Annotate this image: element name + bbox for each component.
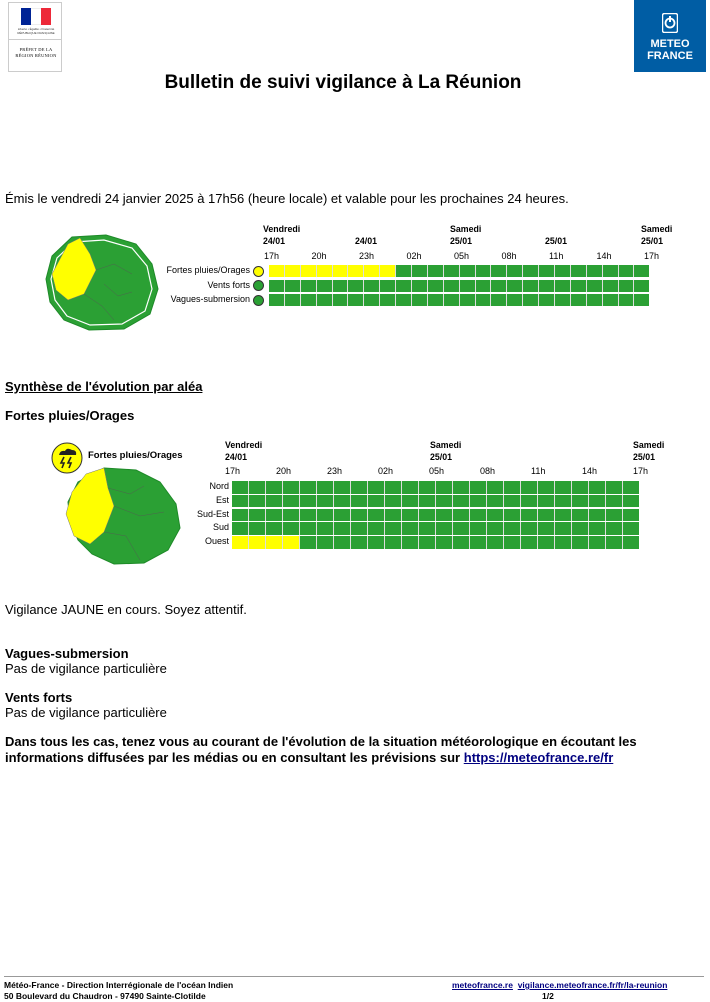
timeline-cell [538, 509, 554, 522]
pluies-zone-label: Sud-Est [196, 508, 229, 519]
timeline-cell [538, 481, 554, 494]
timeline-cell [364, 280, 379, 292]
overview-time-tick: 14h [596, 251, 612, 261]
timeline-cell [412, 294, 427, 306]
pluies-time-tick: 05h [429, 466, 445, 476]
timeline-cell [402, 495, 418, 508]
pluies-time-tick: 17h [225, 466, 241, 476]
timeline-cell [283, 481, 299, 494]
timeline-cell [283, 509, 299, 522]
timeline-cell [428, 294, 443, 306]
timeline-cell [453, 495, 469, 508]
timeline-cell [572, 481, 588, 494]
timeline-cell [507, 280, 522, 292]
timeline-cell [436, 495, 452, 508]
timeline-cell [523, 280, 538, 292]
timeline-cell [334, 522, 350, 535]
timeline-cell [476, 294, 491, 306]
timeline-cell [444, 294, 459, 306]
overview-row-label: Fortes pluies/Orages [166, 265, 250, 275]
timeline-cell [419, 495, 435, 508]
timeline-cell [460, 294, 475, 306]
overview-timeline-row [269, 280, 649, 292]
timeline-cell [317, 481, 333, 494]
timeline-cell [523, 294, 538, 306]
timeline-cell [436, 536, 452, 549]
timeline-cell [428, 280, 443, 292]
timeline-cell [619, 294, 634, 306]
timeline-cell [606, 481, 622, 494]
timeline-cell [460, 280, 475, 292]
timeline-cell [603, 265, 618, 277]
timeline-cell [285, 265, 300, 277]
french-flag-icon [21, 8, 51, 25]
timeline-cell [470, 509, 486, 522]
timeline-cell [487, 509, 503, 522]
overview-timeline-row [269, 294, 649, 306]
pluies-icon-label: Fortes pluies/Orages [88, 450, 183, 461]
timeline-cell [351, 481, 367, 494]
timeline-cell [402, 536, 418, 549]
timeline-cell [348, 280, 363, 292]
timeline-cell [538, 495, 554, 508]
timeline-cell [538, 522, 554, 535]
timeline-cell [521, 536, 537, 549]
timeline-cell [634, 280, 649, 292]
timeline-cell [603, 294, 618, 306]
timeline-cell [444, 265, 459, 277]
overview-row-label: Vents forts [207, 279, 250, 290]
pluies-time-tick: 20h [276, 466, 292, 476]
timeline-cell [453, 522, 469, 535]
timeline-cell [300, 536, 316, 549]
timeline-cell [539, 280, 554, 292]
intro-text: Émis le vendredi 24 janvier 2025 à 17h56 (heure locale) et valable pour les prochaines 24 heures. [5, 191, 569, 206]
timeline-cell [572, 495, 588, 508]
timeline-cell [283, 522, 299, 535]
timeline-cell [385, 536, 401, 549]
timeline-cell [470, 481, 486, 494]
timeline-cell [317, 522, 333, 535]
pluies-day-date: 25/01 [633, 452, 656, 462]
timeline-cell [317, 509, 333, 522]
overview-time-tick: 17h [644, 251, 660, 261]
timeline-cell [419, 522, 435, 535]
pluies-timeline-row [232, 536, 639, 549]
timeline-cell [555, 509, 571, 522]
timeline-cell [606, 522, 622, 535]
timeline-cell [444, 280, 459, 292]
timeline-cell [619, 280, 634, 292]
overview-time-tick: 20h [311, 251, 327, 261]
timeline-cell [555, 495, 571, 508]
overview-day-header: Vendredi [263, 224, 301, 234]
timeline-cell [402, 509, 418, 522]
wave-icon [253, 295, 264, 306]
timeline-cell [351, 536, 367, 549]
timeline-cell [589, 536, 605, 549]
timeline-cell [333, 280, 348, 292]
timeline-cell [504, 522, 520, 535]
synthese-heading: Synthèse de l'évolution par aléa [5, 379, 203, 394]
timeline-cell [351, 495, 367, 508]
timeline-cell [470, 522, 486, 535]
timeline-cell [572, 536, 588, 549]
timeline-cell [317, 536, 333, 549]
overview-day-header: Samedi [450, 224, 482, 234]
overview-day-date: 24/01 [263, 236, 286, 246]
pluies-time-tick: 17h [633, 466, 649, 476]
timeline-cell [334, 495, 350, 508]
timeline-cell [491, 265, 506, 277]
timeline-cell [266, 509, 282, 522]
timeline-cell [368, 536, 384, 549]
pluies-day-date: 25/01 [430, 452, 453, 462]
timeline-cell [521, 481, 537, 494]
timeline-cell [412, 280, 427, 292]
pluies-zone-label: Nord [209, 481, 229, 491]
timeline-cell [419, 509, 435, 522]
timeline-cell [412, 265, 427, 277]
page-number: 1/2 [542, 991, 554, 1001]
pluies-zone-label: Sud [212, 522, 229, 533]
mf-brand-line2: FRANCE [647, 50, 693, 62]
timeline-cell [606, 536, 622, 549]
overview-day-date: 25/01 [641, 236, 664, 246]
timeline-cell [587, 294, 602, 306]
vents-title: Vents forts [5, 690, 73, 705]
footer [4, 976, 704, 1002]
meteo-france-logo [634, 0, 706, 72]
timeline-cell [333, 294, 348, 306]
timeline-cell [504, 495, 520, 508]
overview-time-tick: 08h [501, 251, 517, 261]
storm-icon [253, 266, 264, 277]
timeline-cell [538, 536, 554, 549]
timeline-cell [487, 481, 503, 494]
timeline-cell [232, 495, 248, 508]
timeline-cell [523, 265, 538, 277]
timeline-cell [317, 294, 332, 306]
timeline-cell [507, 265, 522, 277]
overview-time-tick: 05h [454, 251, 470, 261]
timeline-cell [249, 481, 265, 494]
timeline-cell [453, 536, 469, 549]
timeline-cell [555, 481, 571, 494]
timeline-cell [487, 522, 503, 535]
pluies-section-title: Fortes pluies/Orages [5, 408, 135, 423]
pluies-comment: Vigilance JAUNE en cours. Soyez attentif. [5, 602, 247, 617]
pluies-timeline-row [232, 495, 639, 508]
timeline-cell [491, 280, 506, 292]
timeline-cell [539, 265, 554, 277]
timeline-cell [285, 294, 300, 306]
timeline-cell [436, 481, 452, 494]
timeline-cell [555, 280, 570, 292]
timeline-cell [555, 536, 571, 549]
timeline-cell [334, 509, 350, 522]
vagues-title: Vagues-submersion [5, 646, 129, 661]
timeline-cell [623, 481, 639, 494]
timeline-cell [368, 481, 384, 494]
timeline-cell [351, 522, 367, 535]
timeline-cell [232, 481, 248, 494]
pluies-time-tick: 02h [378, 466, 394, 476]
footer-link-meteofrance[interactable]: meteofrance.re [452, 980, 513, 990]
timeline-cell [504, 536, 520, 549]
timeline-cell [283, 536, 299, 549]
timeline-cell [587, 280, 602, 292]
final-text: Dans tous les cas, tenez vous au courant de l'évolution de la situation météorologique en écoutant les informations diffusées par les médias ou en consultant les prévisions sur [5, 734, 637, 765]
overview-day-date: 25/01 [450, 236, 473, 246]
mf-brand-line1: METEO [650, 38, 690, 50]
timeline-cell [470, 536, 486, 549]
timeline-cell [333, 265, 348, 277]
timeline-cell [380, 265, 395, 277]
timeline-cell [507, 294, 522, 306]
timeline-cell [419, 481, 435, 494]
timeline-cell [589, 481, 605, 494]
timeline-cell [348, 265, 363, 277]
timeline-cell [571, 294, 586, 306]
timeline-cell [504, 509, 520, 522]
pluies-timeline-row [232, 481, 639, 494]
footer-org: Météo-France - Direction Interrégionale de l'océan Indien [4, 980, 234, 990]
timeline-cell [300, 522, 316, 535]
timeline-cell [606, 495, 622, 508]
timeline-cell [301, 265, 316, 277]
timeline-cell [385, 509, 401, 522]
timeline-cell [396, 294, 411, 306]
timeline-cell [385, 522, 401, 535]
timeline-cell [436, 522, 452, 535]
timeline-cell [232, 522, 248, 535]
timeline-cell [619, 265, 634, 277]
overview-day-date: 25/01 [545, 236, 568, 246]
timeline-cell [587, 265, 602, 277]
final-paragraph [5, 734, 705, 766]
timeline-cell [589, 509, 605, 522]
timeline-cell [249, 509, 265, 522]
timeline-cell [555, 522, 571, 535]
timeline-cell [453, 509, 469, 522]
timeline-cell [283, 495, 299, 508]
pluies-day-header: Vendredi [225, 440, 263, 450]
timeline-cell [453, 481, 469, 494]
overview-time-tick: 23h [359, 251, 375, 261]
timeline-cell [504, 481, 520, 494]
overview-day-header: Samedi [641, 224, 673, 234]
pluies-time-tick: 14h [582, 466, 598, 476]
timeline-cell [300, 495, 316, 508]
timeline-cell [396, 265, 411, 277]
timeline-cell [317, 265, 332, 277]
timeline-cell [571, 265, 586, 277]
timeline-cell [249, 522, 265, 535]
timeline-cell [348, 294, 363, 306]
timeline-cell [269, 265, 284, 277]
timeline-cell [487, 536, 503, 549]
timeline-cell [402, 481, 418, 494]
overview-timeline-row [269, 265, 649, 277]
timeline-cell [623, 522, 639, 535]
pluies-zone-label: Est [215, 494, 229, 505]
timeline-cell [232, 509, 248, 522]
timeline-cell [555, 265, 570, 277]
timeline-cell [419, 536, 435, 549]
overview-row-label: Vagues-submersion [170, 294, 250, 304]
timeline-cell [317, 495, 333, 508]
pluies-time-tick: 11h [531, 466, 546, 476]
pluies-timeline-row [232, 522, 639, 535]
timeline-cell [266, 536, 282, 549]
republic-motto: Liberté • Égalité • Fraternité RÉPUBLIQUE FRANÇAISE [17, 27, 55, 35]
timeline-cell [623, 509, 639, 522]
overview-time-tick: 11h [549, 251, 564, 261]
pluies-timeline-row [232, 509, 639, 522]
timeline-cell [396, 280, 411, 292]
timeline-cell [476, 265, 491, 277]
pluies-time-tick: 08h [480, 466, 496, 476]
pluies-day-date: 24/01 [225, 452, 248, 462]
timeline-cell [368, 522, 384, 535]
timeline-cell [300, 481, 316, 494]
timeline-cell [539, 294, 554, 306]
timeline-cell [555, 294, 570, 306]
timeline-cell [470, 495, 486, 508]
timeline-cell [623, 495, 639, 508]
timeline-cell [521, 522, 537, 535]
meteo-france-emblem-icon [662, 13, 678, 33]
timeline-cell [634, 294, 649, 306]
timeline-cell [491, 294, 506, 306]
footer-link-vigilance[interactable]: vigilance.meteofrance.fr/fr/la-reunion [517, 980, 668, 990]
timeline-cell [436, 509, 452, 522]
timeline-cell [571, 280, 586, 292]
wind-icon [253, 280, 264, 291]
timeline-cell [269, 280, 284, 292]
timeline-cell [300, 509, 316, 522]
timeline-cell [249, 495, 265, 508]
overview-day-date: 24/01 [355, 236, 378, 246]
pluies-zone-label: Ouest [204, 536, 229, 547]
pluies-time-tick: 23h [327, 466, 343, 476]
timeline-cell [572, 522, 588, 535]
timeline-cell [380, 280, 395, 292]
timeline-cell [232, 536, 248, 549]
timeline-cell [572, 509, 588, 522]
page-title: Bulletin de suivi vigilance à La Réunion [164, 72, 522, 93]
timeline-cell [266, 522, 282, 535]
prefet-logo [8, 2, 62, 72]
timeline-cell [380, 294, 395, 306]
timeline-cell [487, 495, 503, 508]
overview-time-tick: 02h [406, 251, 422, 261]
timeline-cell [351, 509, 367, 522]
timeline-cell [334, 481, 350, 494]
timeline-cell [385, 481, 401, 494]
timeline-cell [589, 522, 605, 535]
timeline-cell [623, 536, 639, 549]
timeline-cell [285, 280, 300, 292]
pluies-day-header: Samedi [633, 440, 665, 450]
timeline-cell [301, 294, 316, 306]
timeline-cell [603, 280, 618, 292]
timeline-cell [606, 509, 622, 522]
timeline-cell [301, 280, 316, 292]
timeline-cell [317, 280, 332, 292]
timeline-cell [266, 481, 282, 494]
vagues-text: Pas de vigilance particulière [5, 661, 167, 676]
timeline-cell [589, 495, 605, 508]
vents-text: Pas de vigilance particulière [5, 705, 167, 720]
timeline-cell [634, 265, 649, 277]
timeline-cell [368, 495, 384, 508]
meteofrance-link[interactable]: https://meteofrance.re/fr [463, 750, 614, 765]
timeline-cell [521, 495, 537, 508]
timeline-cell [368, 509, 384, 522]
pluies-day-header: Samedi [430, 440, 462, 450]
timeline-cell [428, 265, 443, 277]
timeline-cell [266, 495, 282, 508]
timeline-cell [402, 522, 418, 535]
timeline-cell [476, 280, 491, 292]
timeline-cell [364, 265, 379, 277]
prefet-label: PRÉFET DE LA RÉGION RÉUNION [15, 47, 57, 58]
timeline-cell [385, 495, 401, 508]
timeline-cell [521, 509, 537, 522]
timeline-cell [269, 294, 284, 306]
timeline-cell [334, 536, 350, 549]
overview-time-tick: 17h [264, 251, 280, 261]
timeline-cell [364, 294, 379, 306]
timeline-cell [249, 536, 265, 549]
timeline-cell [460, 265, 475, 277]
footer-address: 50 Boulevard du Chaudron - 97490 Sainte-Clotilde [4, 991, 206, 1001]
